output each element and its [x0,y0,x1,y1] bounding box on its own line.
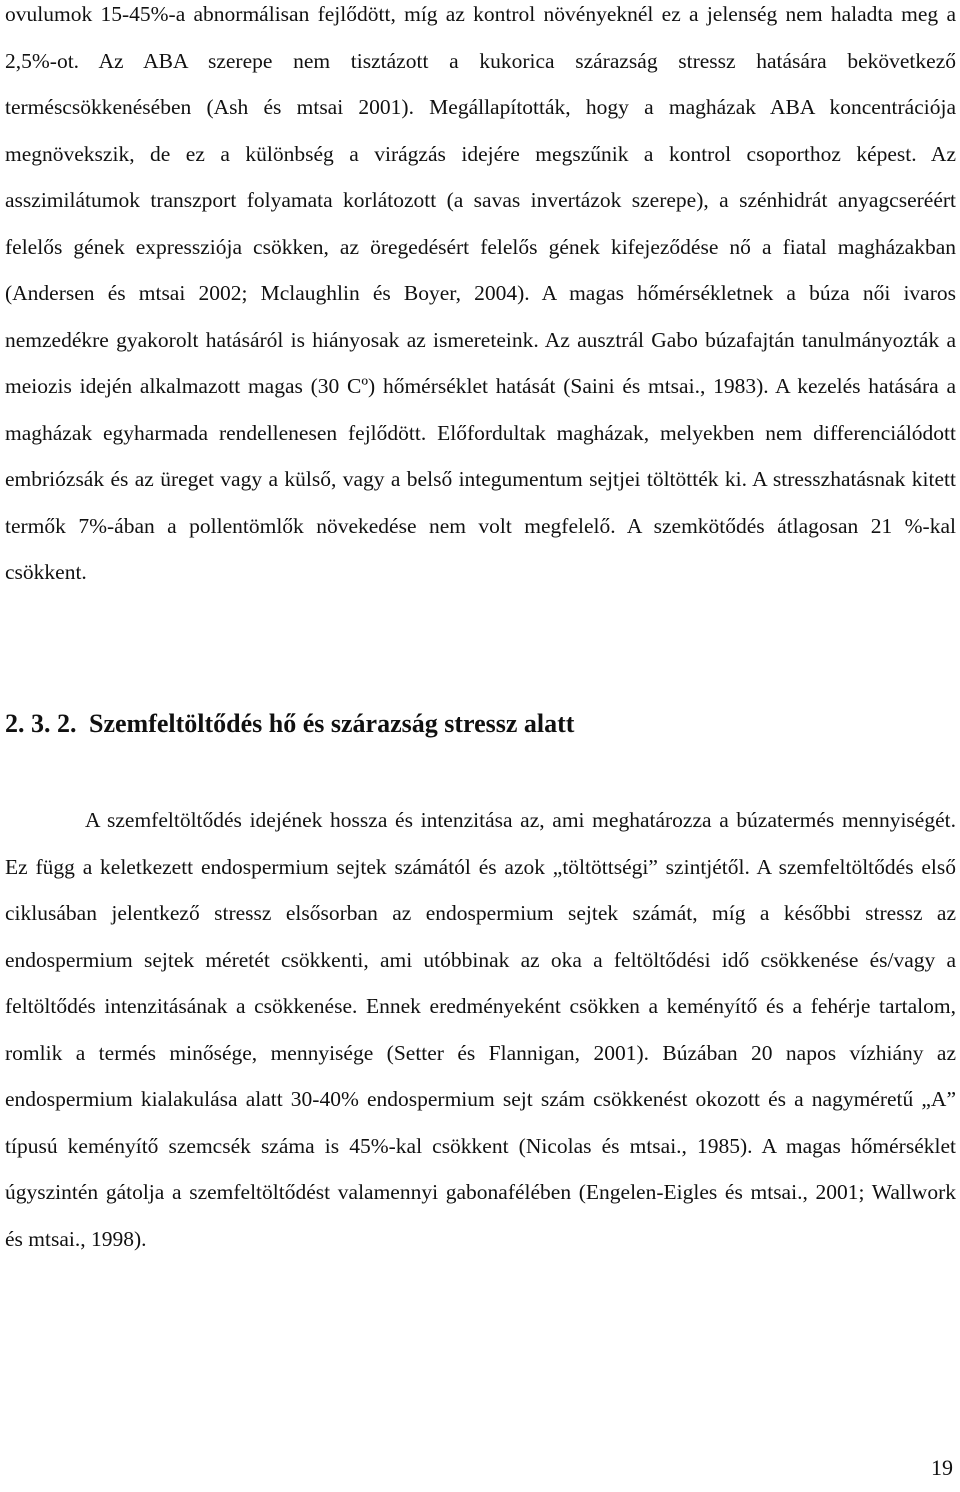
body-paragraph-2: A szemfeltöltődés idejének hossza és intenzitása az, ami meghatározza a búzatermés mennyiségét. Ez függ a keletkezett endospermium sejtek számától és azok „töltöttségi” szintjétől. A szemfeltöltődés első ciklusában jelentkező stressz elsősorban az endospermium sejtek számát, míg a későbbi stressz az endospermium sejtek méretét csökkenti, ami utóbbinak az oka a feltöltődési idő csökkenése és/vagy a feltöltődés intenzitásának a csökkenése. Ennek eredményeként csökken a keményítő és a fehérje tartalom, romlik a termés minősége, mennyisége (Setter és Flannigan, 2001). Búzában 20 napos vízhiány az endospermium kialakulása alatt 30-40% endospermium sejt szám csökkenést okozott és a nagyméretű „A” típusú keményítő szemcsék száma is 45%-kal csökkent (Nicolas és mtsai., 1985). A magas hőmérséklet úgyszintén gátolja a szemfeltöltődést valamennyi gabonafélében (Engelen-Eigles és mtsai., 2001; Wallwork és mtsai., 1998). [5,808,956,1251]
section-heading [5,702,574,746]
body-paragraph-1: ovulumok 15-45%-a abnormálisan fejlődött, míg az kontrol növényeknél ez a jelenség nem haladta meg a 2,5%-ot. Az ABA szerepe nem tisztázott a kukorica szárazság stressz hatására bekövetkező terméscsökkenésében (Ash és mtsai 2001). Megállapították, hogy a magházak ABA koncentrációja megnövekszik, de ez a különbség a virágzás idejére megszűnik a kontrol csoporthoz képest. Az asszimilátumok transzport folyamata korlátozott (a savas invertázok szerepe), a szénhidrát anyagcseréért felelős gének expressziója csökken, az öregedésért felelős gének kifejeződése nő a fiatal magházakban (Andersen és mtsai 2002; Mclaughlin és Boyer, 2004). A magas hőmérsékletnek a búza női ivaros nemzedékre gyakorolt hatásáról is hiányosak az ismereteink. Az ausztrál Gabo búzafajtán tanulmányozták a meiozis idején alkalmazott magas (30 Cº) hőmérséklet hatását (Saini és mtsai., 1983). A kezelés hatására a magházak egyharmada rendellenesen fejlődött. Előfordultak magházak, melyekben nem differenciálódott embriózsák és az üreget vagy a külső, vagy a belső integumentum sejtjei töltötték ki. A stresszhatásnak kitett termők 7%-ában a pollentömlők növekedése nem volt megfelelő. A szemkötődés átlagosan 21 %-kal csökkent. [5,2,956,584]
page-number: 19 [931,1455,953,1480]
section-title: Szemfeltöltődés hő és szárazság stressz alatt [89,709,575,738]
section-number: 2. 3. 2. [5,709,77,738]
